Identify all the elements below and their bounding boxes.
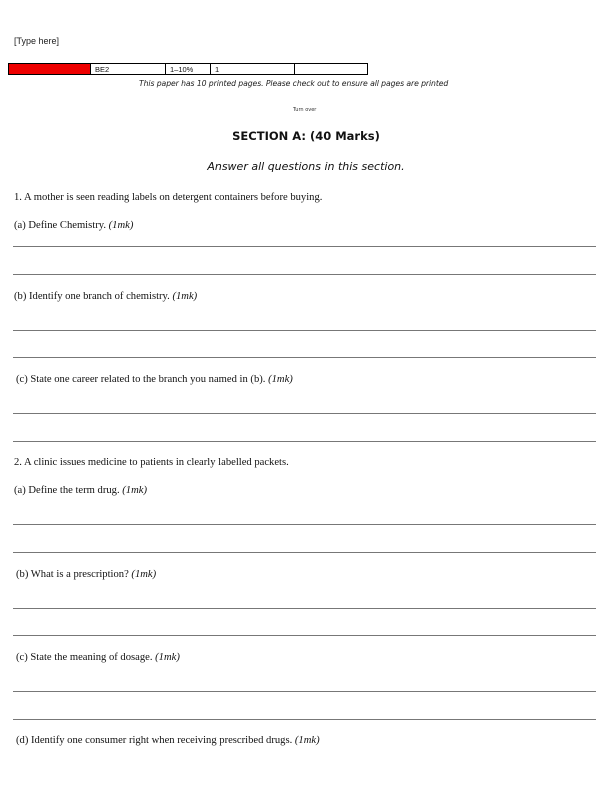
question-2a xyxy=(14,485,147,496)
question-1a xyxy=(14,220,133,231)
answer-line[interactable] xyxy=(13,274,596,275)
answer-line[interactable] xyxy=(13,441,596,442)
paper-code-cell: BE2 xyxy=(91,64,166,74)
answer-line[interactable] xyxy=(13,246,596,247)
answer-line[interactable] xyxy=(13,524,596,525)
question-1c-label: (c) State one career related to the branch you named in (b). xyxy=(16,374,266,385)
pages-note: This paper has 10 printed pages. Please check out to ensure all pages are printed xyxy=(139,78,449,88)
range-cell: 1–10% xyxy=(166,64,211,74)
question-1a-label: (a) Define Chemistry. xyxy=(14,220,106,231)
question-2c-marks: (1mk) xyxy=(155,652,180,663)
question-1c-marks: (1mk) xyxy=(268,374,293,385)
question-1b xyxy=(14,291,197,302)
question-2b-label: (b) What is a prescription? xyxy=(16,569,129,580)
turn-over-note: Turn over xyxy=(293,107,317,113)
color-code-cell xyxy=(9,64,91,74)
answer-line[interactable] xyxy=(13,357,596,358)
answer-line[interactable] xyxy=(13,330,596,331)
blank-cell xyxy=(295,64,367,74)
answer-line[interactable] xyxy=(13,635,596,636)
page-number-cell: 1 xyxy=(211,64,295,74)
question-2d-label: (d) Identify one consumer right when receiving prescribed drugs. xyxy=(16,735,293,746)
question-2c xyxy=(16,652,180,663)
question-2d xyxy=(16,735,320,746)
section-instruction: Answer all questions in this section. xyxy=(207,160,405,173)
question-1-stem: 1. A mother is seen reading labels on detergent containers before buying. xyxy=(14,192,323,203)
question-1b-marks: (1mk) xyxy=(172,291,198,302)
question-1a-marks: (1mk) xyxy=(108,220,134,231)
header-placeholder[interactable]: [Type here] xyxy=(14,36,60,46)
question-2a-label: (a) Define the term drug. xyxy=(14,485,120,496)
paper-code-table xyxy=(8,63,368,75)
question-2c-label: (c) State the meaning of dosage. xyxy=(16,652,153,663)
answer-line[interactable] xyxy=(13,552,596,553)
answer-line[interactable] xyxy=(13,719,596,720)
question-2-stem: 2. A clinic issues medicine to patients in clearly labelled packets. xyxy=(14,457,289,468)
question-1c xyxy=(16,374,293,385)
section-title: SECTION A: (40 Marks) xyxy=(232,129,380,143)
question-2b-marks: (1mk) xyxy=(131,569,157,580)
question-2d-marks: (1mk) xyxy=(294,735,320,746)
answer-line[interactable] xyxy=(13,413,596,414)
answer-line[interactable] xyxy=(13,608,596,609)
question-2b xyxy=(16,569,156,580)
question-1b-label: (b) Identify one branch of chemistry. xyxy=(14,291,170,302)
answer-line[interactable] xyxy=(13,691,596,692)
question-2a-marks: (1mk) xyxy=(122,485,147,496)
